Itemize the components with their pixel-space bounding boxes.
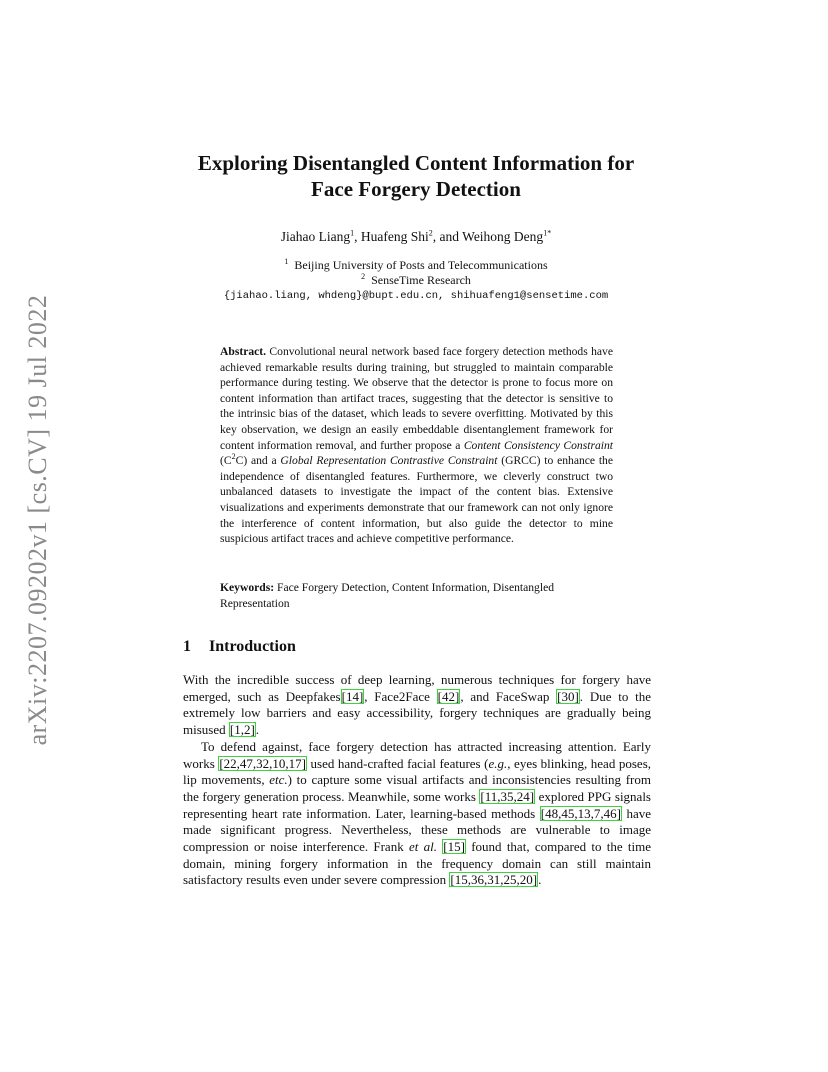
author-separator: , and (432, 229, 463, 244)
introduction-body (183, 672, 651, 889)
citation-link[interactable]: [42] (437, 688, 460, 704)
paragraph-text: . Due to the extremely low barriers and easy accessibility, forgery techniques are gradually being misused (183, 688, 652, 738)
abstract (220, 344, 613, 547)
paragraph-text: have made significant progress. Nevertheless, these methods are vulnerable to image compression or noise interference. Frank (183, 805, 651, 855)
paragraph-text: explored PPG signals representing heart rate information. Later, learning-based methods (183, 788, 651, 821)
arxiv-identifier (18, 294, 58, 746)
arxiv-identifier-text: arXiv:2207.09202v1 [cs.CV] 19 Jul 2022 (23, 294, 52, 746)
paragraph-emphasis: e.g. (488, 755, 508, 771)
citation-link[interactable]: [1,2] (229, 722, 255, 738)
citation-link[interactable]: [15,36,31,25,20] (450, 872, 538, 888)
keywords-text: Face Forgery Detection, Content Information, Disentangled Representation (220, 581, 555, 610)
keywords-label: Keywords: (220, 581, 275, 594)
abstract-label: Abstract. (220, 345, 267, 358)
abstract-text: (GRCC) to enhance the independence of disentangled features. Furthermore, we cleverly construct two unbalanced datasets to investigate the impact of the content bias. Extensive visualizations and experiments demonstrate that our framework can not only ignore the interference of content information, but also guide the detector to mine suspicious artifact traces and achieve competitive performance. (220, 454, 613, 546)
author-affil-mark: 1* (543, 228, 552, 238)
paragraph-text: To defend against, face forgery detection has attracted increasing attention. Early works (183, 738, 651, 771)
abstract-text: (C (220, 454, 232, 468)
abstract-emphasis: Global Representation Contrastive Constraint (280, 454, 498, 468)
abstract-text: C) and a (235, 454, 281, 468)
paragraph-emphasis: et al. (408, 839, 437, 855)
citation-link[interactable]: [30] (557, 688, 579, 704)
affiliation-2 (150, 273, 682, 288)
paragraph-text: With the incredible success of deep learning, numerous techniques for forgery have emerged, such as Deepfakes (183, 672, 651, 704)
paper-title (150, 150, 682, 202)
citation-link[interactable]: [48,45,13,7,46] (540, 805, 621, 821)
section-heading (183, 638, 296, 656)
keywords (220, 580, 613, 611)
citation-link[interactable]: [14] (341, 688, 364, 704)
author-emails: {jiahao.liang, whdeng}@bupt.edu.cn, shihuafeng1@sensetime.com (223, 290, 609, 302)
paragraph-text: . (255, 722, 260, 738)
author-name: Jiahao Liang (280, 229, 351, 244)
paragraph-1 (183, 672, 651, 739)
affiliations (150, 258, 682, 304)
paragraph-emphasis: etc. (269, 772, 288, 788)
author-name: Huafeng Shi (360, 229, 429, 244)
paragraph-text: used hand-crafted facial features ( (306, 755, 489, 771)
paragraph-text: , eyes blinking, head poses, lip movements, (183, 755, 651, 788)
affiliation-name: Beijing University of Posts and Telecommunications (294, 258, 548, 272)
section-title: Introduction (209, 638, 296, 655)
paragraph-text: , and FaceSwap (460, 688, 557, 704)
paragraph-text: found that, compared to the time domain, mining forgery information in the frequency domain can still maintain satisfactory results even under severe compression (183, 839, 651, 888)
citation-link[interactable]: [11,35,24] (480, 788, 535, 804)
affiliation-mark: 2 (361, 272, 366, 281)
paper-title-line-1: Exploring Disentangled Content Information for (197, 151, 635, 175)
abstract-superscript: 2 (231, 452, 236, 462)
section-number: 1 (183, 638, 191, 655)
author-name: Weihong Deng (462, 229, 544, 244)
paragraph-text: , Face2Face (364, 688, 437, 704)
paragraph-text: ) to capture some visual artifacts and inconsistencies resulting from the forgery generation process. Meanwhile, some works (183, 772, 651, 804)
affiliation-mark: 1 (284, 257, 289, 266)
author-affil-mark: 1 (350, 228, 355, 238)
author-separator: , (354, 229, 361, 244)
author-list (150, 229, 682, 245)
author-affil-mark: 2 (428, 228, 433, 238)
affiliation-1 (150, 258, 682, 273)
paragraph-2 (183, 739, 651, 889)
abstract-text: Convolutional neural network based face forgery detection methods have achieved remarkable results during training, but struggled to maintain comparable performance during testing. We observe that the detector is prone to focus more on content information than artifact traces, suggesting that the detector is sensitive to the intrinsic bias of the dataset, which leads to severe overfitting. Motivated by this key observation, we design an easily embeddable disentanglement framework for content information removal, and further propose a (220, 345, 613, 452)
citation-link[interactable]: [22,47,32,10,17] (219, 755, 306, 771)
citation-link[interactable]: [15] (443, 839, 465, 855)
paragraph-text: . (538, 872, 542, 888)
paper-title-line-2: Face Forgery Detection (311, 177, 521, 201)
affiliation-name: SenseTime Research (371, 273, 471, 287)
abstract-emphasis: Content Consistency Constraint (463, 438, 613, 452)
